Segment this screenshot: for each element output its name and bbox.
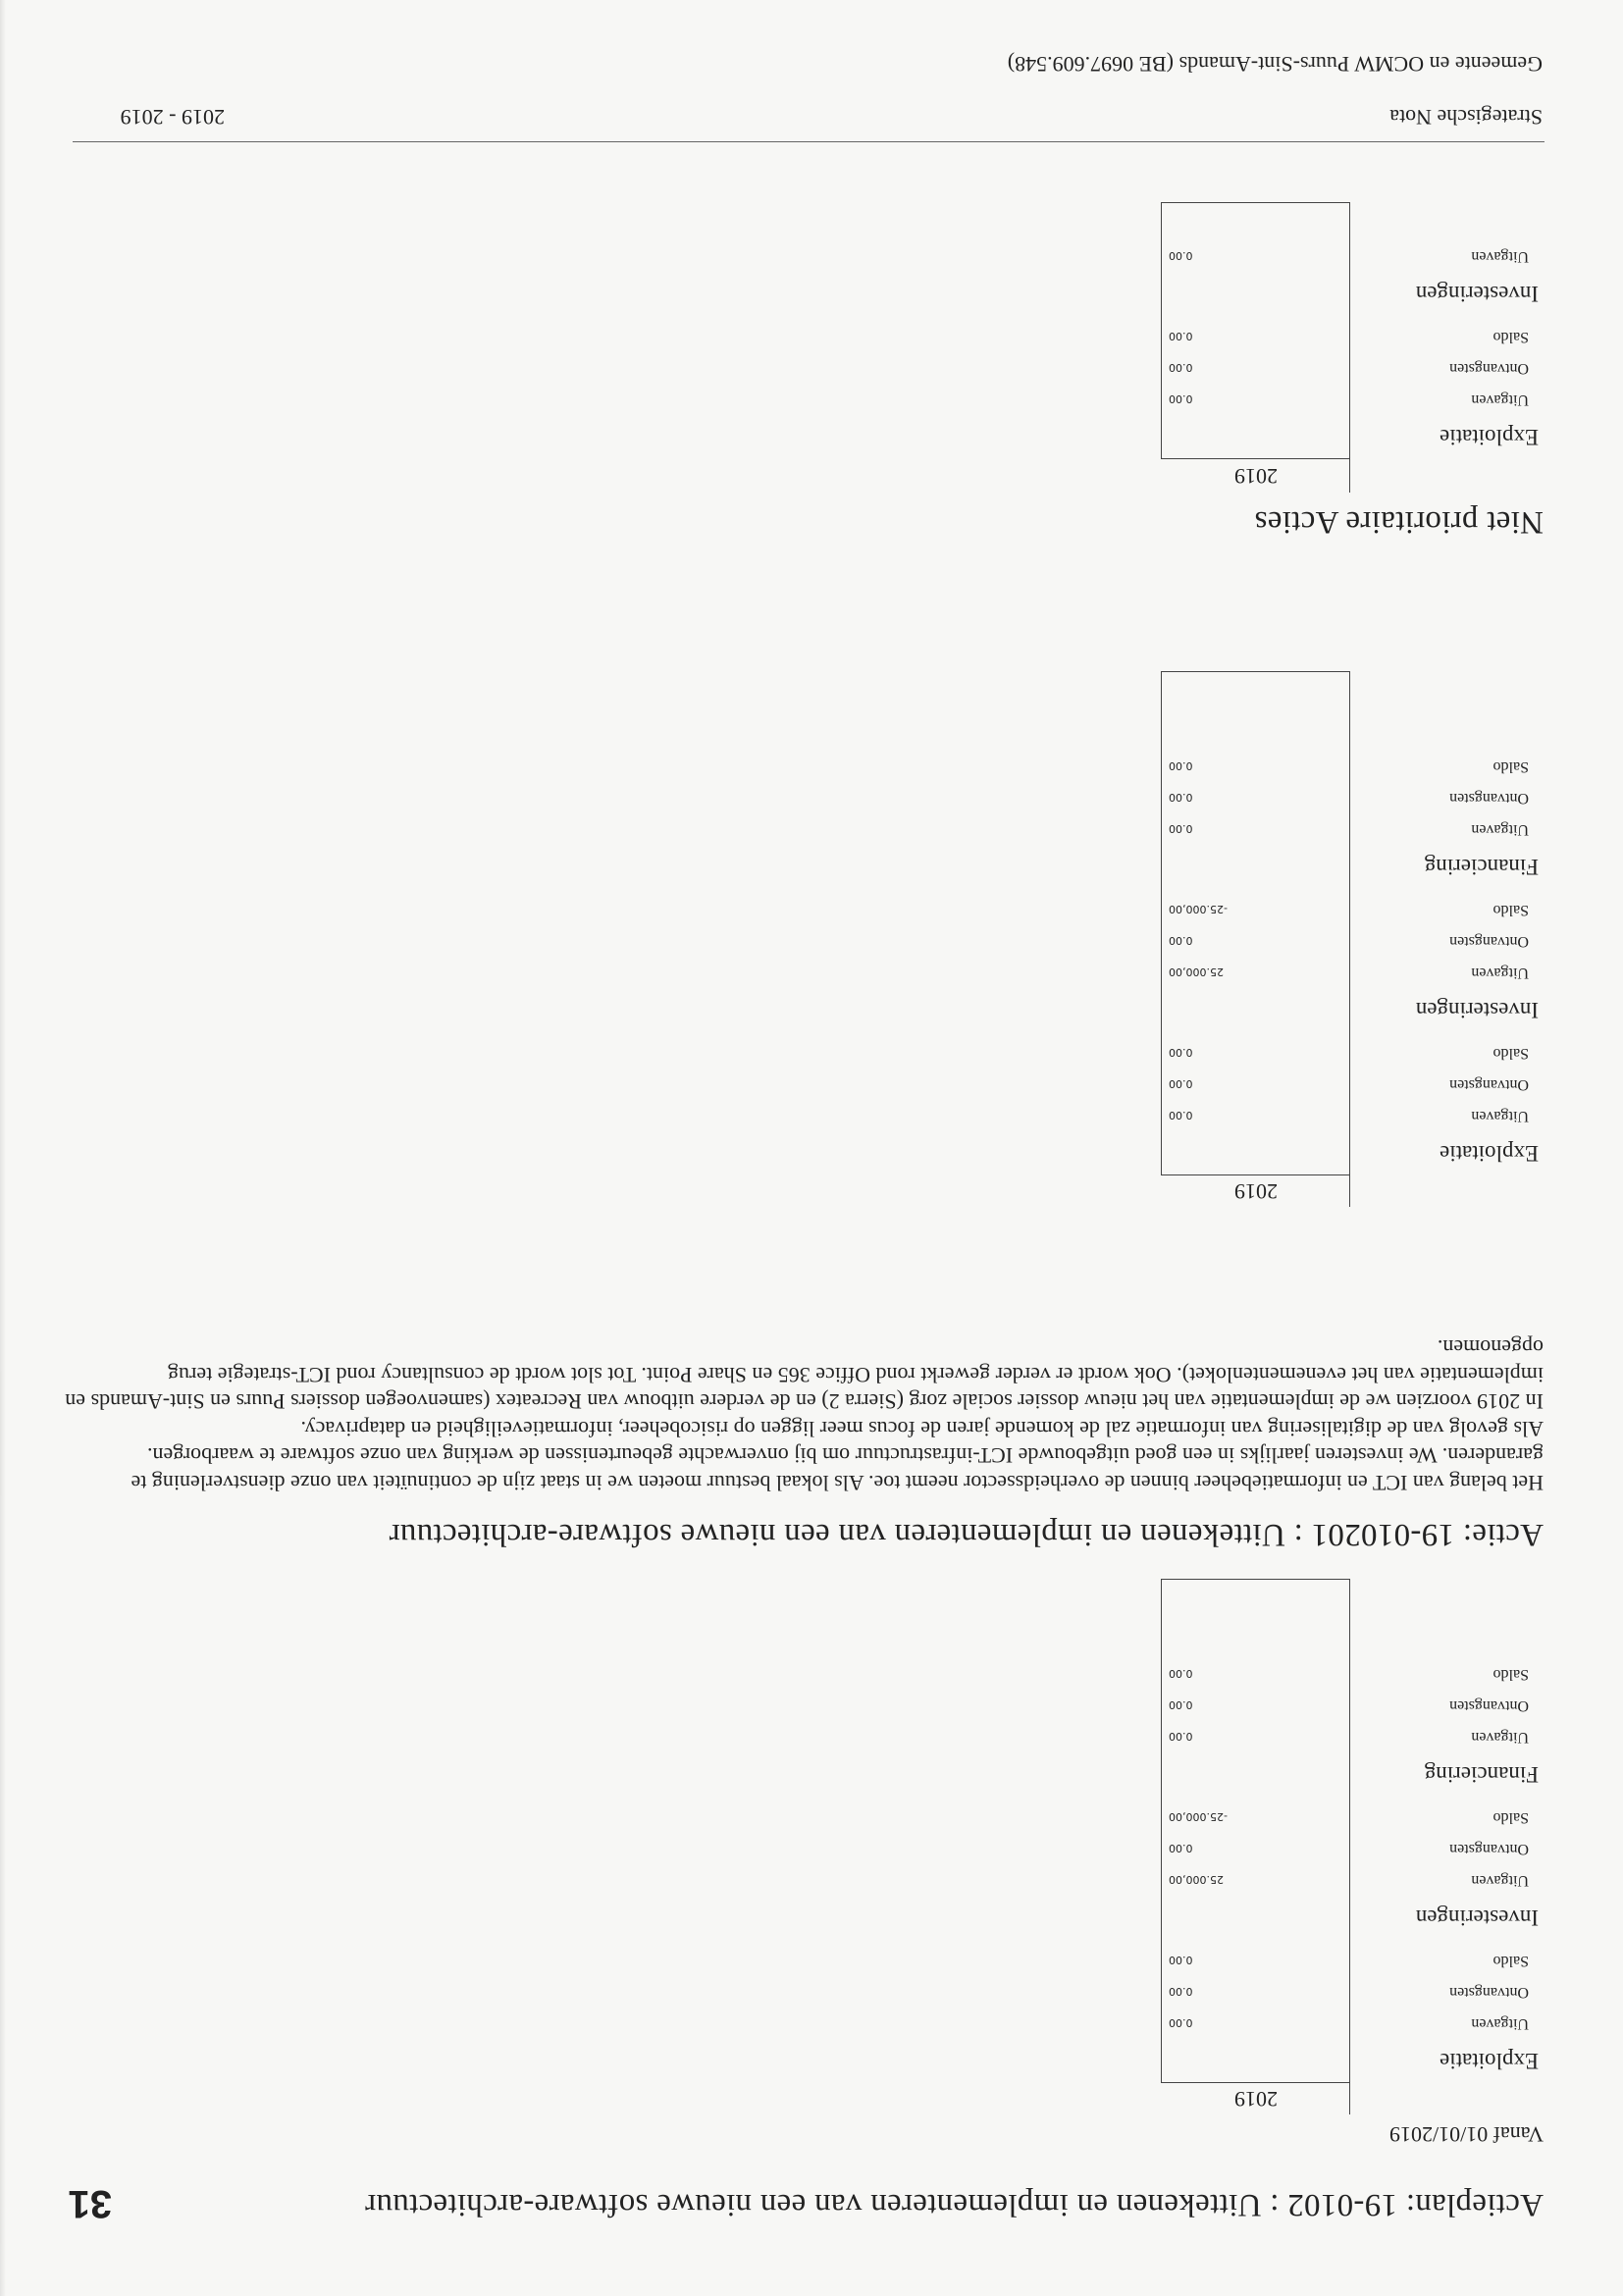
niet-prioritaire-row-label: Saldo [1492, 329, 1529, 345]
actie-row-label: Saldo [1492, 902, 1529, 918]
actieplan-group-label: Exploitatie [1440, 2049, 1539, 2073]
actie-row-value: 0.00 [1169, 1046, 1193, 1059]
actieplan-row-value: 0.00 [1169, 1985, 1193, 1998]
actieplan-row-value: 0.00 [1169, 1698, 1193, 1711]
page-number: 31 [68, 2182, 112, 2225]
actie-row-value: 0.00 [1169, 1077, 1193, 1090]
actie-values-frame [1161, 671, 1350, 1175]
niet-prioritaire-row-label: Uitgaven [1471, 391, 1529, 408]
actie-row-label: Ontvangsten [1449, 933, 1529, 950]
actieplan-year: 2019 [1234, 2087, 1278, 2112]
niet-prioritaire-year: 2019 [1234, 464, 1278, 489]
actieplan-vanaf: Vanaf 01/01/2019 [1388, 2122, 1544, 2147]
actie-row-value: 0.00 [1169, 759, 1193, 772]
actieplan-row-label: Ontvangsten [1449, 1841, 1529, 1857]
niet-prioritaire-row-value: 0.00 [1169, 249, 1193, 262]
actieplan-row-value: 25.000,00 [1169, 1873, 1224, 1886]
niet-prioritaire-row-label: Ontvangsten [1449, 360, 1529, 377]
actieplan-values-frame [1161, 1579, 1350, 2083]
footer-doc-title: Strategische Nota [1389, 105, 1543, 130]
niet-prioritaire-table [1013, 139, 1543, 493]
niet-prioritaire-row-label: Uitgaven [1471, 248, 1529, 265]
actieplan-row-value: 0.00 [1169, 1842, 1193, 1854]
actieplan-title: Actieplan: 19-0102 : Uittekenen en implementeren van een nieuwe software-architectuur [364, 2187, 1544, 2222]
actieplan-group-label: Investeringen [1415, 1905, 1539, 1930]
actie-body [57, 1334, 1544, 1496]
niet-prioritaire-group-label: Investeringen [1415, 282, 1539, 306]
actie-group-label: Financiering [1424, 855, 1539, 879]
niet-prioritaire-row-value: 0.00 [1169, 392, 1193, 405]
actieplan-row-label: Uitgaven [1471, 2015, 1529, 2032]
actie-row-value: 0.00 [1169, 791, 1193, 804]
actieplan-group-label: Financiering [1424, 1762, 1539, 1787]
actieplan-table [1013, 1575, 1543, 2114]
actie-row-value: 25.000,00 [1169, 965, 1224, 978]
actieplan-row-label: Saldo [1492, 1953, 1529, 1969]
actie-row-label: Uitgaven [1471, 821, 1529, 838]
actie-table [1013, 667, 1543, 1207]
niet-prioritaire-title: Niet prioritaire Acties [1254, 504, 1544, 540]
actieplan-row-label: Uitgaven [1471, 1729, 1529, 1746]
footer-period: 2019 - 2019 [120, 105, 225, 130]
actie-paragraph-1: Het belang van ICT en informatiebeheer binnen de overheidssector neemt toe. Als lokaal bestuur moeten we in staat zijn de continuïteit van onze dienstverlening te garanderen. We investeren jaarlijks in een goed uitgebouwde ICT-infrastructuur om bij onverwachte gebeurtenissen de werking van onze software te waarborgen. [131, 1443, 1544, 1495]
actie-paragraph-3: In 2019 voorzien we de implementatie van het nieuw dossier sociale zorg (Sierra 2) en de verdere uitbouw van Recreatex (samenvoegen dossiers Puurs en Sint-Amands en implementatie van het evenementenloket). Ook wordt er verder gewerkt rond Office 365 en Share Point. Tot slot wordt de consultancy rond ICT-strategie terug opgenomen. [65, 1335, 1544, 1415]
actie-row-value: 0.00 [1169, 1109, 1193, 1122]
niet-prioritaire-group-label: Exploitatie [1440, 425, 1539, 449]
actieplan-row-label: Ontvangsten [1449, 1697, 1529, 1714]
actie-paragraph-2: Als gevolg van de digitalisering van informatie zal de komende jaren de focus meer liggen op risicobeheer, informatieveiligheid en dataprivacy. [300, 1417, 1544, 1441]
actie-row-label: Ontvangsten [1449, 1076, 1529, 1093]
niet-prioritaire-row-value: 0.00 [1169, 361, 1193, 374]
actieplan-row-label: Ontvangsten [1449, 1984, 1529, 2001]
actieplan-year-header-blank [1349, 2083, 1543, 2114]
actieplan-row-value: 0.00 [1169, 1954, 1193, 1966]
actieplan-row-label: Saldo [1492, 1666, 1529, 1683]
actieplan-row-value: 0.00 [1169, 1667, 1193, 1680]
actie-row-label: Saldo [1492, 758, 1529, 775]
actie-year: 2019 [1234, 1179, 1278, 1204]
actie-row-label: Uitgaven [1471, 1108, 1529, 1124]
actie-row-label: Uitgaven [1471, 965, 1529, 981]
footer-rule [73, 141, 1544, 142]
niet-prioritaire-row-value: 0.00 [1169, 330, 1193, 342]
scan-edge [0, 0, 6, 2296]
actie-title: Actie: 19-010201 : Uittekenen en implementeren van een nieuwe software-architectuur [389, 1517, 1544, 1552]
niet-prioritaire-year-header-blank [1349, 459, 1543, 493]
actie-row-label: Saldo [1492, 1045, 1529, 1062]
actie-row-value: -25.000,00 [1169, 903, 1228, 915]
actieplan-row-label: Saldo [1492, 1809, 1529, 1826]
actie-row-value: 0.00 [1169, 934, 1193, 947]
actieplan-row-value: 0.00 [1169, 2016, 1193, 2029]
actieplan-row-value: -25.000,00 [1169, 1810, 1228, 1823]
actie-year-header-blank [1349, 1175, 1543, 1207]
actieplan-row-value: 0.00 [1169, 1730, 1193, 1743]
actieplan-row-label: Uitgaven [1471, 1872, 1529, 1889]
footer-org: Gemeente en OCMW Puurs-Sint-Amands (BE 0697.609.548) [1007, 52, 1543, 77]
actie-row-label: Ontvangsten [1449, 790, 1529, 807]
actie-row-value: 0.00 [1169, 822, 1193, 835]
actie-group-label: Investeringen [1415, 998, 1539, 1022]
actie-group-label: Exploitatie [1440, 1141, 1539, 1166]
